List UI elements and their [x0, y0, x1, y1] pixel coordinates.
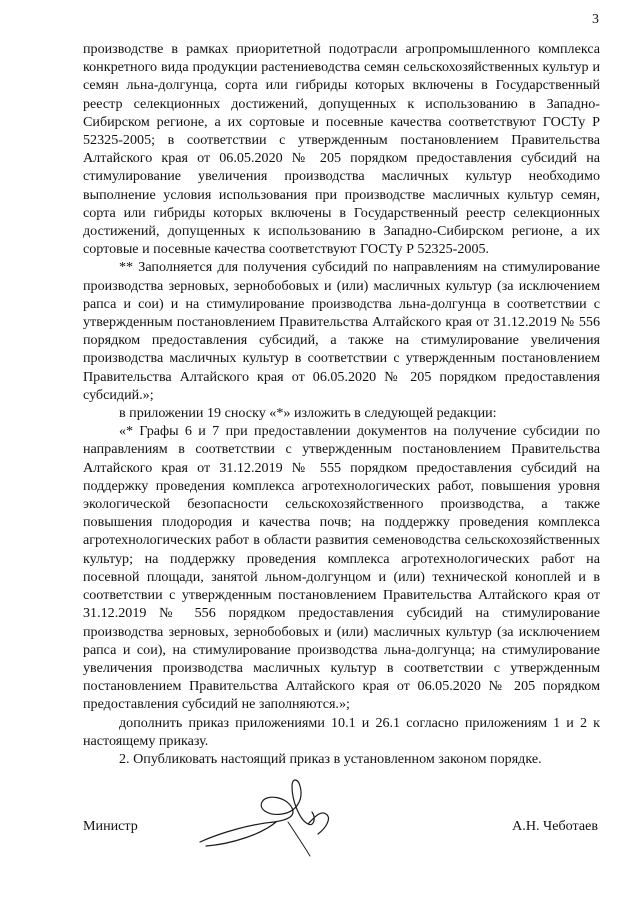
paragraph-continuation: производстве в рамках приоритетной подотрасли агропромышленного комплекса конкретного вида продукции растениеводства семян сельскохозяйственных культур и семян льна-долгунца, сорта или гибриды которых включены в Государственный реестр селекционных достижений, допущенных к использованию в Западно-Сибирском регионе, а их сортовые и посевные качества соответствуют ГОСТу Р 52325-2005; в соответствии с утвержденным постановлением Правительства Алтайского края от 06.05.2020 № 205 порядком предоставления субсидий на стимулирование увеличения производства масличных культур необходимо выполнение условия использования при производстве масличных культур семян, сорта или гибриды которых включены в Государственный реестр селекционных достижений, допущенных к использованию в Западно-Сибирском регионе, а их сортовые и посевные качества соответствуют ГОСТу Р 52325-2005. [83, 41, 600, 258]
paragraph-footnote-star: «* Графы 6 и 7 при предоставлении документов на получение субсидии по направлениям в соответствии с утвержденным постановлением Правительства Алтайского края от 31.12.2019 № 555 порядком предоставления субсидий на поддержку проведения комплекса агротехнологических работ, повышения уровня экологической безопасности сельскохозяйственного производства, а также повышения плодородия и качества почв; на поддержку проведения комплекса агротехнологических работ в области развития семеноводства сельскохозяйственных культур; на поддержку проведения комплекса агротехнологических работ на посевной площади, занятой льном-долгунцом и (или) технической коноплей и в соответствии с утвержденным постановлением Правительства Алтайского края от 31.12.2019 № 556 порядком предоставления субсидий на стимулирование производства зерновых, зернобобовых и (или) масличных культур (за исключением рапса и сои), на стимулирование производства льна-долгунца; на стимулирование увеличения производства масличных культур в соответствии с утвержденным постановлением Правительства Алтайского края от 06.05.2020 № 205 порядком предоставления субсидий не заполняются.»; [83, 423, 600, 713]
paragraph-publish: 2. Опубликовать настоящий приказ в установленном законом порядке. [119, 750, 542, 767]
paragraph-add-appendices: дополнить приказ приложениями 10.1 и 26.1 согласно приложениям 1 и 2 к настоящему приказу. [83, 714, 600, 749]
signatory-name: А.Н. Чеботаев [512, 818, 598, 834]
signatory-title: Министр [83, 818, 138, 834]
handwritten-signature [192, 772, 342, 862]
document-body [83, 40, 600, 768]
page-number: 3 [592, 12, 599, 27]
paragraph-footnote-double-star: ** Заполняется для получения субсидий по направлениям на стимулирование производства зерновых, зернобобовых и (или) масличных культур (за исключением рапса и сои) и на стимулирование производства льна-долгунца в соответствии с утвержденным постановлением Правительства Алтайского края от 31.12.2019 № 556 порядком предоставления субсидий, а также на стимулирование увеличения производства масличных культур в соответствии с утвержденным постановлением Правительства Алтайского края от 06.05.2020 № 205 порядком предоставления субсидий.»; [83, 259, 600, 403]
paragraph-amendment-intro: в приложении 19 сноску «*» изложить в следующей редакции: [119, 405, 497, 422]
